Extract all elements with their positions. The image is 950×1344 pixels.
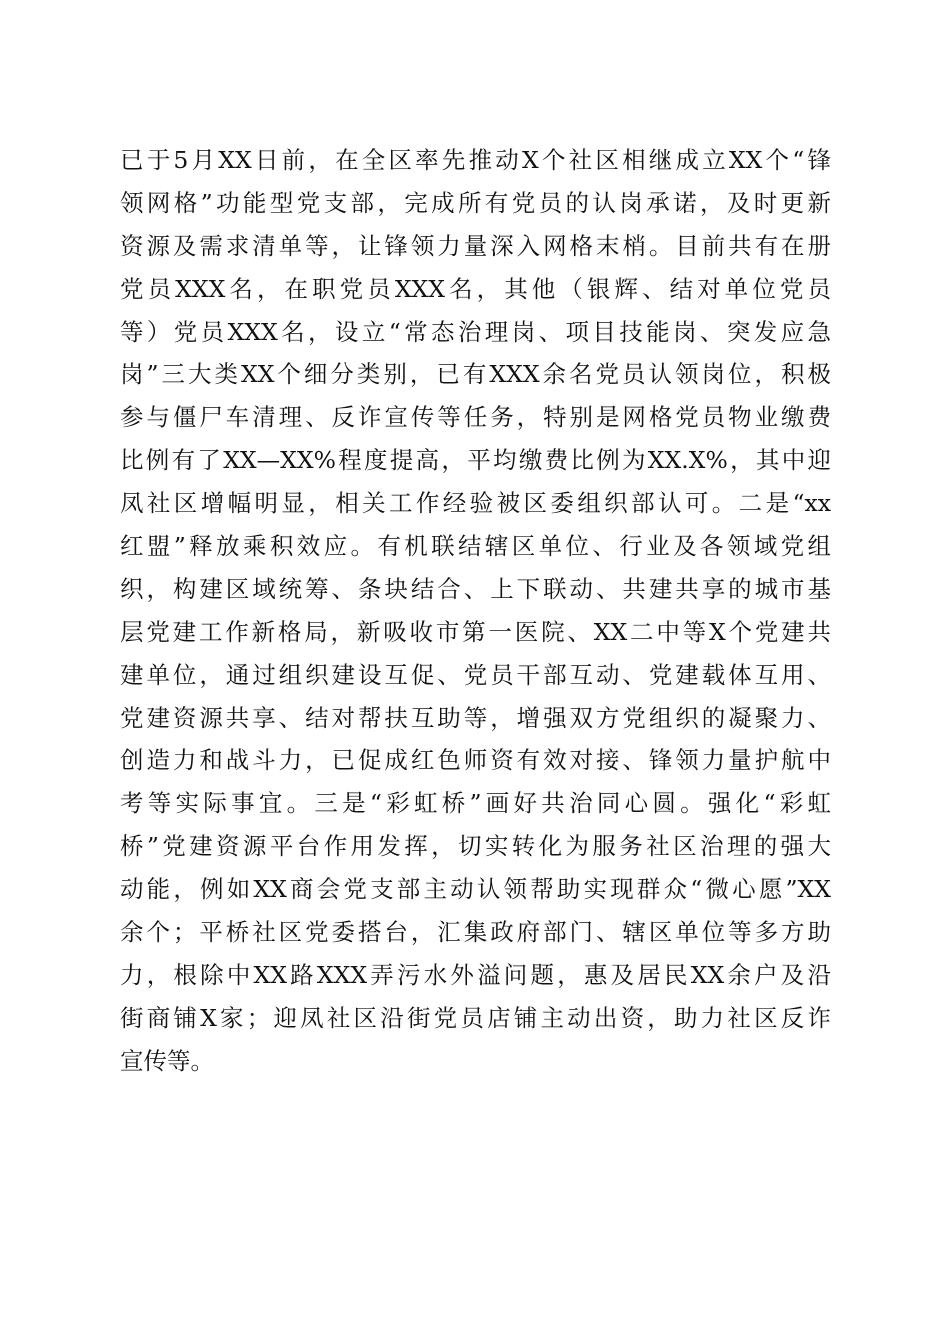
text-line: 领网格”功能型党支部，完成所有党员的认岗承诺，及时更新 [120, 188, 831, 217]
text-line: 宣传等。 [120, 1046, 214, 1075]
text-line: 党员XXX名，在职党员XXX名，其他（银辉、结对单位党员 [120, 274, 831, 303]
text-line: 红盟”释放乘积效应。有机联结辖区单位、行业及各领域党组 [120, 532, 831, 561]
text-line: 建单位，通过组织建设互促、党员干部互动、党建载体互用、 [120, 660, 831, 689]
text-line: 参与僵尸车清理、反诈宣传等任务，特别是网格党员物业缴费 [120, 403, 831, 432]
text-line: 桥”党建资源平台作用发挥，切实转化为服务社区治理的强大 [120, 832, 831, 861]
text-line: 创造力和战斗力，已促成红色师资有效对接、锋领力量护航中 [120, 746, 831, 775]
text-line: 织，构建区域统筹、条块结合、上下联动、共建共享的城市基 [120, 574, 831, 603]
text-line: 层党建工作新格局，新吸收市第一医院、XX二中等X个党建共 [120, 617, 831, 646]
text-line: 等）党员XXX名，设立“常态治理岗、项目技能岗、突发应急 [120, 317, 831, 346]
text-line: 比例有了XX—XX%程度提高，平均缴费比例为XX.X%，其中迎 [120, 446, 831, 475]
text-line: 岗”三大类XX个细分类别，已有XXX余名党员认领岗位，积极 [120, 360, 831, 389]
text-line: 力，根除中XX路XXX弄污水外溢问题，惠及居民XX余户及沿 [120, 960, 831, 989]
text-line: 已于5月XX日前，在全区率先推动X个社区相继成立XX个“锋 [120, 146, 831, 174]
text-line: 凤社区增幅明显，相关工作经验被区委组织部认可。二是“xx [120, 489, 831, 518]
text-line: 资源及需求清单等，让锋领力量深入网格末梢。目前共有在册 [120, 231, 831, 260]
body-paragraph [120, 139, 831, 1083]
text-line: 考等实际事宜。三是“彩虹桥”画好共治同心圆。强化“彩虹 [120, 789, 831, 818]
text-line: 党建资源共享、结对帮扶互助等，增强双方党组织的凝聚力、 [120, 703, 831, 732]
text-line: 街商铺X家；迎凤社区沿街党员店铺主动出资，助力社区反诈 [120, 1003, 831, 1032]
text-line: 余个；平桥社区党委搭台，汇集政府部门、辖区单位等多方助 [120, 918, 831, 947]
text-line: 动能，例如XX商会党支部主动认领帮助实现群众“微心愿”XX [120, 875, 831, 904]
